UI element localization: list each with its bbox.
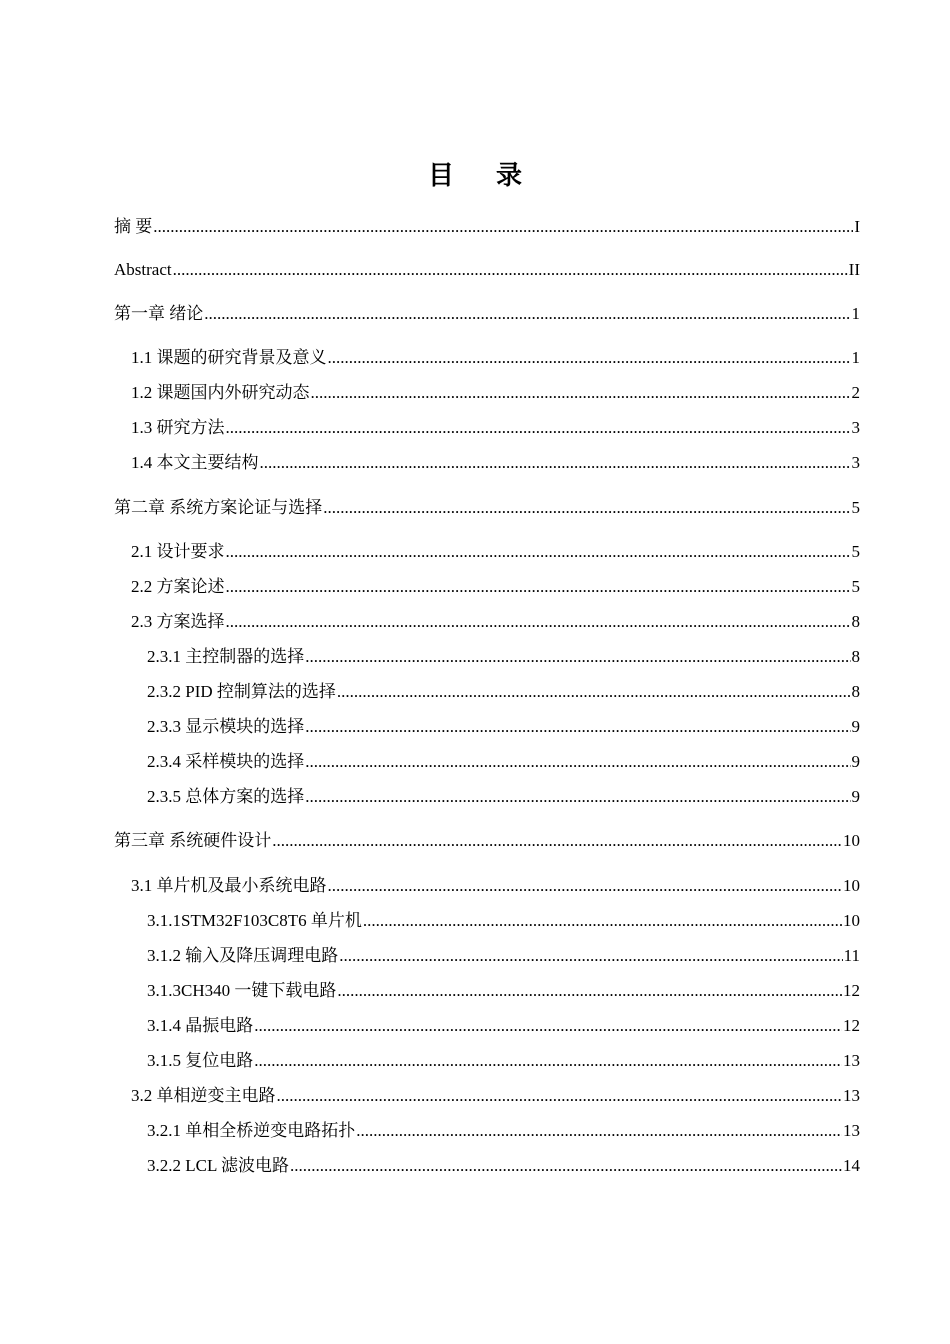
dot-leader bbox=[277, 1085, 843, 1107]
toc-entry[interactable] bbox=[114, 299, 860, 325]
toc-entry-page: 14 bbox=[843, 1156, 860, 1175]
toc-entry-label: 3.1.3CH340 一键下载电路 bbox=[147, 981, 337, 1000]
dot-leader bbox=[305, 646, 850, 668]
toc-entry[interactable] bbox=[131, 1081, 860, 1107]
dot-leader bbox=[153, 216, 853, 238]
dot-leader bbox=[254, 1015, 842, 1037]
dot-leader bbox=[290, 1155, 842, 1177]
toc-entry[interactable] bbox=[114, 212, 860, 238]
toc-entry-page: 1 bbox=[851, 304, 860, 323]
toc-entry-label: 1.4 本文主要结构 bbox=[131, 453, 259, 472]
dot-leader bbox=[328, 347, 851, 369]
toc-entry-label: 2.3.2 PID 控制算法的选择 bbox=[147, 682, 336, 701]
toc-entry[interactable] bbox=[147, 1046, 860, 1072]
dot-leader bbox=[305, 716, 850, 738]
dot-leader bbox=[305, 751, 850, 773]
toc-entry[interactable] bbox=[131, 537, 860, 563]
toc-entry-page: II bbox=[848, 260, 860, 279]
toc-entry-page: 9 bbox=[851, 752, 860, 771]
toc-entry-label: 2.1 设计要求 bbox=[131, 542, 225, 561]
toc-entry[interactable] bbox=[147, 1116, 860, 1142]
toc-entry-label: 3.1.2 输入及降压调理电路 bbox=[147, 946, 339, 965]
toc-entry-page: 5 bbox=[851, 542, 860, 561]
toc-entry[interactable] bbox=[131, 448, 860, 474]
toc-entry[interactable] bbox=[131, 871, 860, 897]
toc-entry[interactable] bbox=[114, 493, 860, 519]
toc-entry-page: 13 bbox=[843, 1086, 860, 1105]
toc-entry-label: 2.3 方案选择 bbox=[131, 612, 225, 631]
toc-entry-label: 2.3.4 采样模块的选择 bbox=[147, 752, 305, 771]
page-title: 目录 bbox=[427, 161, 564, 191]
toc-entry-label: 2.2 方案论述 bbox=[131, 577, 225, 596]
dot-leader bbox=[311, 382, 851, 404]
toc-entry-page: 3 bbox=[851, 453, 860, 472]
dot-leader bbox=[339, 945, 842, 967]
toc-entry[interactable] bbox=[131, 378, 860, 404]
dot-leader bbox=[363, 910, 842, 932]
toc-entry-page: 2 bbox=[851, 383, 860, 402]
toc-entry-label: 3.2 单相逆变主电路 bbox=[131, 1086, 276, 1105]
toc-entry-label: 3.2.2 LCL 滤波电路 bbox=[147, 1156, 289, 1175]
toc-entry-label: 3.2.1 单相全桥逆变电路拓扑 bbox=[147, 1121, 356, 1140]
toc-entry[interactable] bbox=[147, 642, 860, 668]
dot-leader bbox=[356, 1120, 842, 1142]
toc-entry-label: 2.3.5 总体方案的选择 bbox=[147, 787, 305, 806]
toc-entry-page: 10 bbox=[843, 876, 860, 895]
toc-entry[interactable] bbox=[147, 941, 860, 967]
dot-leader bbox=[323, 497, 850, 519]
dot-leader bbox=[272, 830, 842, 852]
dot-leader bbox=[226, 576, 851, 598]
toc-entry[interactable] bbox=[114, 255, 860, 281]
toc-entry-label: 3.1.4 晶振电路 bbox=[147, 1016, 254, 1035]
toc-entry-page: 12 bbox=[843, 981, 860, 1000]
dot-leader bbox=[254, 1050, 842, 1072]
toc-entry-page: 10 bbox=[843, 831, 860, 850]
toc-entry-label: 3.1.5 复位电路 bbox=[147, 1051, 254, 1070]
toc-entry[interactable] bbox=[147, 1011, 860, 1037]
toc-entry-page: 13 bbox=[843, 1051, 860, 1070]
toc-entry-page: 9 bbox=[851, 787, 860, 806]
toc-entry-page: 8 bbox=[851, 612, 860, 631]
toc-entry-page: 13 bbox=[843, 1121, 860, 1140]
toc-entry-page: 8 bbox=[851, 647, 860, 666]
dot-leader bbox=[226, 417, 851, 439]
toc-entry[interactable] bbox=[147, 747, 860, 773]
dot-leader bbox=[260, 452, 851, 474]
toc-entry-page: 12 bbox=[843, 1016, 860, 1035]
toc-entry-page: 8 bbox=[851, 682, 860, 701]
toc-entry-label: 2.3.3 显示模块的选择 bbox=[147, 717, 305, 736]
dot-leader bbox=[337, 681, 851, 703]
toc-entry-page: 5 bbox=[851, 577, 860, 596]
toc-entry[interactable] bbox=[147, 782, 860, 808]
toc-entry-label: 3.1.1STM32F103C8T6 单片机 bbox=[147, 911, 362, 930]
dot-leader bbox=[226, 611, 851, 633]
toc-entry[interactable] bbox=[147, 712, 860, 738]
toc-entry[interactable] bbox=[147, 1151, 860, 1177]
dot-leader bbox=[305, 786, 850, 808]
toc-entry-label: Abstract bbox=[114, 260, 172, 279]
toc-entry-label: 1.3 研究方法 bbox=[131, 418, 225, 437]
toc-entry-page: 11 bbox=[843, 946, 860, 965]
toc-entry-label: 第一章 绪论 bbox=[114, 304, 204, 323]
toc-entry-page: 9 bbox=[851, 717, 860, 736]
toc-entry[interactable] bbox=[147, 677, 860, 703]
toc-entry-page: I bbox=[854, 217, 860, 236]
dot-leader bbox=[226, 541, 851, 563]
toc-entry-label: 第三章 系统硬件设计 bbox=[114, 831, 272, 850]
toc-entry-label: 第二章 系统方案论证与选择 bbox=[114, 498, 323, 517]
toc-entry-label: 1.1 课题的研究背景及意义 bbox=[131, 348, 327, 367]
toc-entry-page: 10 bbox=[843, 911, 860, 930]
toc-entry-label: 2.3.1 主控制器的选择 bbox=[147, 647, 305, 666]
toc-entry[interactable] bbox=[147, 906, 860, 932]
toc-entry[interactable] bbox=[131, 413, 860, 439]
dot-leader bbox=[204, 303, 850, 325]
toc-entry-page: 3 bbox=[851, 418, 860, 437]
dot-leader bbox=[328, 875, 843, 897]
toc-entry-page: 1 bbox=[851, 348, 860, 367]
toc-entry[interactable] bbox=[131, 607, 860, 633]
toc-entry-label: 1.2 课题国内外研究动态 bbox=[131, 383, 310, 402]
toc-entry-label: 摘 要 bbox=[114, 217, 153, 236]
toc-entry[interactable] bbox=[147, 976, 860, 1002]
toc-entry-label: 3.1 单片机及最小系统电路 bbox=[131, 876, 327, 895]
toc-entry[interactable] bbox=[131, 572, 860, 598]
toc-entry[interactable] bbox=[114, 826, 860, 852]
dot-leader bbox=[173, 259, 848, 281]
dot-leader bbox=[337, 980, 842, 1002]
toc-entry-page: 5 bbox=[851, 498, 860, 517]
toc-entry[interactable] bbox=[131, 343, 860, 369]
